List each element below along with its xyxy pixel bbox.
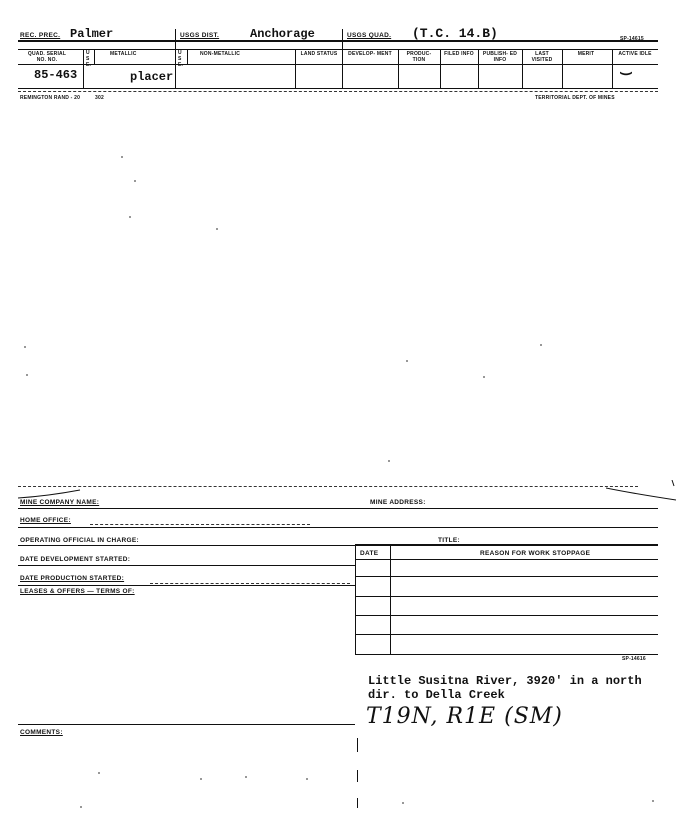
date-prod-dash (150, 583, 350, 584)
home-office-label: HOME OFFICE: (20, 517, 71, 524)
usgs-dist-label: USGS DIST. (180, 32, 220, 39)
rec-prec-label: REC. PREC. (20, 32, 61, 39)
operating-official-label: OPERATING OFFICIAL IN CHARGE: (20, 537, 139, 544)
comments-tick-2 (357, 770, 358, 782)
comments-label: COMMENTS: (20, 729, 63, 736)
lower-form-code: SP-14616 (622, 656, 646, 662)
non-metallic-header: NON-METALLIC (200, 51, 241, 57)
header-top-rule (18, 40, 658, 42)
scan-speck (98, 772, 100, 774)
published-info-header: PUBLISH- ED INFO (482, 51, 518, 63)
stoppage-row-5 (355, 634, 658, 635)
header-divider-2 (342, 29, 343, 88)
col-divider-visited (562, 49, 563, 88)
stoppage-row-3 (355, 596, 658, 597)
quad-serial-header (19, 51, 75, 63)
last-visited-header: LAST VISITED (531, 51, 553, 63)
filed-info-header: FILED INFO (444, 51, 474, 57)
scan-speck (200, 778, 202, 780)
usgs-quad-label: USGS QUAD. (347, 32, 392, 39)
scan-speck (80, 806, 82, 808)
printer-code: 302 (95, 95, 104, 101)
home-office-rule (18, 527, 658, 528)
col-divider-pub (522, 49, 523, 88)
mine-address-label: MINE ADDRESS: (370, 499, 426, 506)
serial-number: 85-463 (34, 68, 78, 82)
col-divider-use-2 (187, 49, 188, 64)
scan-speck (245, 776, 247, 778)
col-divider-serial (83, 49, 84, 88)
date-dev-rule (18, 565, 355, 566)
stoppage-row-6 (355, 654, 658, 655)
scan-speck (129, 216, 131, 218)
col-divider-use-1 (94, 49, 95, 64)
stoppage-reason-header: REASON FOR WORK STOPPAGE (480, 550, 591, 557)
usgs-quad-value: (T.C. 14.B) (412, 26, 498, 41)
card-edge-curl (606, 480, 678, 502)
scan-speck (121, 156, 123, 158)
scan-speck (306, 778, 308, 780)
usgs-dist-value: Anchorage (250, 27, 315, 41)
stoppage-table-divider (390, 545, 391, 655)
rec-prec-value: Palmer (70, 27, 114, 41)
header-form-code: SP-14615 (620, 36, 644, 42)
stoppage-row-4 (355, 615, 658, 616)
quad-serial-label: QUAD. SERIAL (27, 51, 67, 57)
agency-name: TERRITORIAL DEPT. OF MINES (535, 95, 615, 101)
use-column-metallic: U S E. (86, 50, 92, 68)
title-rule (355, 544, 658, 546)
col-divider-dev (398, 49, 399, 88)
stoppage-row-1 (355, 559, 658, 560)
scan-speck (652, 800, 654, 802)
scan-speck (406, 360, 408, 362)
comments-tick-3 (357, 798, 358, 808)
scan-speck (483, 376, 485, 378)
location-description (368, 674, 642, 702)
scan-speck (134, 180, 136, 182)
col-divider-filed (478, 49, 479, 88)
col-divider-merit (612, 49, 613, 88)
comments-tick-1 (357, 738, 358, 752)
scan-speck (540, 344, 542, 346)
stoppage-date-header: DATE (360, 550, 379, 557)
home-office-dash (90, 524, 310, 525)
printer-credit: REMINGTON RAND - 20 (20, 95, 81, 101)
scan-speck (26, 374, 28, 376)
land-status-header: LAND STATUS (300, 51, 338, 57)
handwritten-township: T19N, R1E (SM) (366, 704, 563, 729)
commodity-value: placer (130, 70, 174, 84)
stoppage-row-2 (355, 576, 658, 577)
leases-label: LEASES & OFFERS — TERMS OF: (20, 588, 135, 595)
use-column-nonmetallic: U S E. (178, 50, 184, 68)
col-divider-prod (440, 49, 441, 88)
stoppage-table-left (355, 545, 356, 655)
scan-speck (388, 460, 390, 462)
header-bottom-rule (18, 88, 658, 89)
title-label: TITLE: (438, 537, 461, 544)
location-line-2: dir. to Della Creek (368, 688, 505, 702)
date-prod-rule (18, 585, 355, 586)
merit-header: MERIT (577, 51, 595, 57)
header-footer-dash (18, 91, 658, 92)
date-production-label: DATE PRODUCTION STARTED: (20, 575, 125, 582)
col-divider-land (295, 49, 296, 88)
scan-speck (402, 802, 404, 804)
date-development-label: DATE DEVELOPMENT STARTED: (20, 556, 131, 563)
location-line-1: Little Susitna River, 3920' in a north (368, 674, 642, 688)
production-header: PRODUC- TION (406, 51, 432, 63)
mine-company-name-label: MINE COMPANY NAME: (20, 499, 100, 506)
company-rule (18, 508, 658, 509)
card-top-dash (18, 486, 638, 487)
active-idle-header: ACTIVE IDLE (618, 51, 652, 57)
development-header: DEVELOP- MENT (348, 51, 392, 57)
metallic-header: METALLIC (110, 51, 137, 57)
official-rule (18, 545, 358, 546)
scan-speck (216, 228, 218, 230)
comments-top-rule (18, 724, 355, 725)
scan-speck (24, 346, 26, 348)
quad-serial-label-2: NO. NO. (36, 57, 58, 63)
header-divider-1 (175, 29, 176, 88)
active-idle-mark: ) (618, 69, 634, 78)
